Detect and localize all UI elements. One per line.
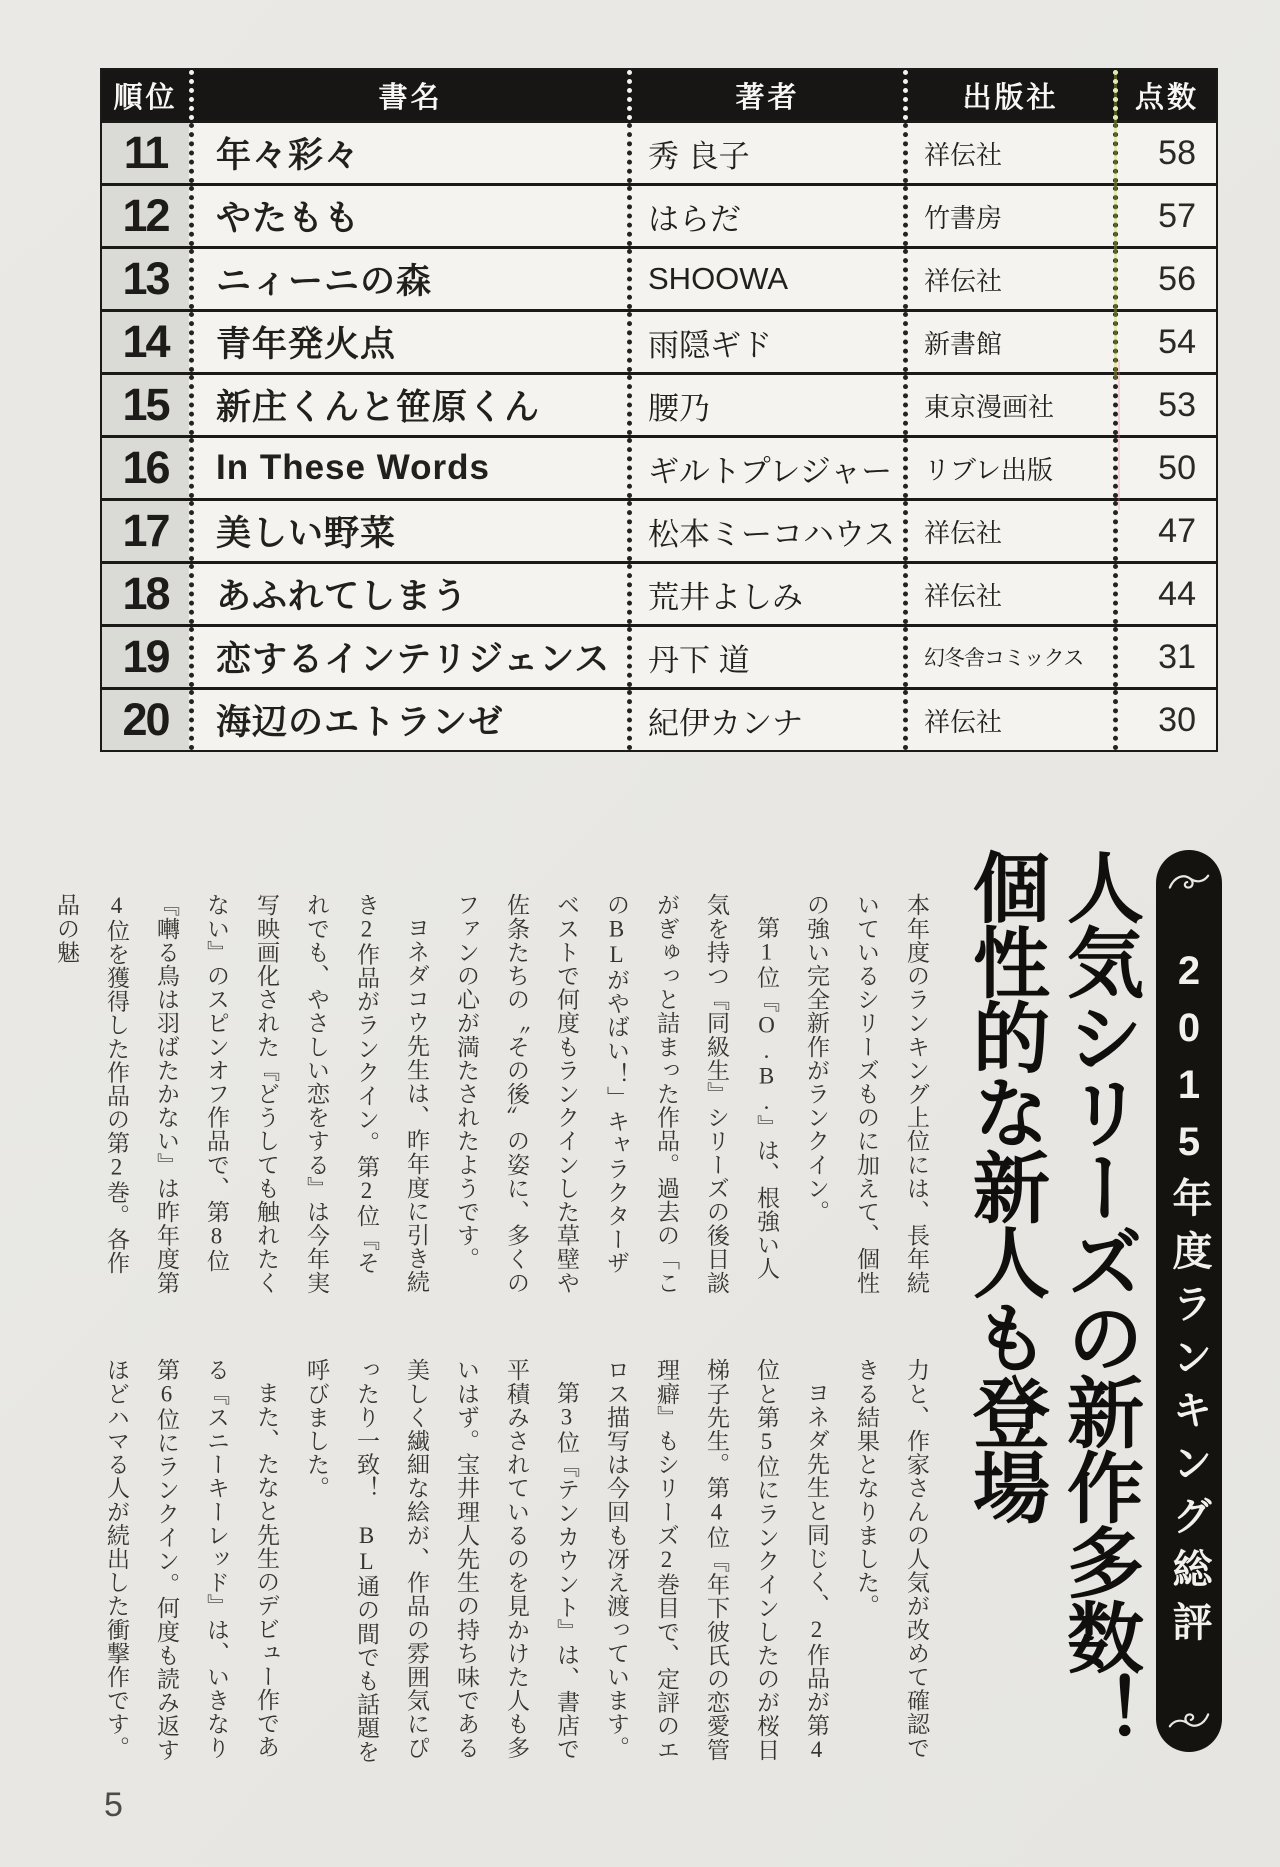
table-row xyxy=(102,498,1216,561)
rank-cell: 20 xyxy=(102,690,189,750)
headline xyxy=(958,848,1146,1776)
title-cell: 青年発火点 xyxy=(189,312,627,372)
ranking-table xyxy=(100,68,1218,752)
table-row xyxy=(102,624,1216,687)
article-paragraph: また、たなと先生のデビュー作である『スニーキーレッド』は、いきなり第6位にランクイン。何度も読み返すほどハマる人が続出した衝撃作です。 xyxy=(104,1358,279,1762)
flourish-ornament-icon xyxy=(1168,872,1210,894)
publisher-cell: 祥伝社 xyxy=(903,501,1113,561)
article-paragraph: ヨネダコウ先生は、昨年度に引き続き2作品がランクイン。第2位『それでも、やさしい恋をする』は今年実写映画化された『どうしても触れたくない』のスピンオフ作品で、第8位『囀る鳥は羽ばたかない』は昨年度第4位を獲得した作品の第2巻。各作品の魅 xyxy=(54,893,429,1295)
rank-cell: 15 xyxy=(102,375,189,435)
table-row xyxy=(102,561,1216,624)
table-row xyxy=(102,246,1216,309)
author-cell: 荒井よしみ xyxy=(627,564,903,624)
title-cell: 恋するインテリジェンス xyxy=(189,627,627,687)
points-cell: 31 xyxy=(1113,627,1216,687)
rank-cell: 11 xyxy=(102,123,189,183)
author-cell: 秀 良子 xyxy=(627,123,903,183)
author-cell: 紀伊カンナ xyxy=(627,690,903,750)
points-cell: 58 xyxy=(1113,123,1216,183)
headline-line-1: 人気シリーズの新作多数！ xyxy=(1056,848,1142,1748)
rank-cell: 19 xyxy=(102,627,189,687)
article-upper-band xyxy=(54,893,941,1296)
article-paragraph: ヨネダ先生と同じく、2作品が第4位と第5位にランクインしたのが桜日梯子先生。第4位『年下彼氏の恋愛管理癖』もシリーズ2巻目で、定評のエロス描写は今回も冴え渡っています。 xyxy=(604,1358,829,1763)
points-cell: 30 xyxy=(1113,690,1216,750)
title-cell: In These Words xyxy=(189,438,627,498)
table-header-row xyxy=(102,70,1216,120)
table-row xyxy=(102,183,1216,246)
article-lower-band xyxy=(85,1358,941,1765)
title-cell: 年々彩々 xyxy=(189,123,627,183)
table-header-cell: 点数 xyxy=(1113,70,1216,120)
article-paragraph: 第3位『テンカウント』は、書店で平積みされているのを見かけた人も多いはず。宝井理人先生の持ち味である美しく繊細な絵が、作品の雰囲気にぴったり一致！ BL通の間でも話題を呼びました。 xyxy=(304,1358,579,1764)
rank-cell: 13 xyxy=(102,249,189,309)
rank-cell: 14 xyxy=(102,312,189,372)
table-header-cell: 著者 xyxy=(627,70,903,120)
points-cell: 47 xyxy=(1113,501,1216,561)
article-paragraph: 第1位『O.B.』は、根強い人気を持つ『同級生』シリーズの後日談がぎゅっと詰まった作品。過去の「このBLがやばい！」キャラクターザベストで何度もランクインした草壁や佐条たちの〝その後〟の姿に、多くのファンの心が満たされたようです。 xyxy=(454,893,779,1295)
author-cell: ギルトプレジャー xyxy=(627,438,903,498)
side-banner-label: 2015年度ランキング総評 xyxy=(1167,948,1211,1654)
author-cell: 松本ミーコハウス xyxy=(627,501,903,561)
title-cell: ニィーニの森 xyxy=(189,249,627,309)
table-row xyxy=(102,120,1216,183)
points-cell: 44 xyxy=(1113,564,1216,624)
publisher-cell: 祥伝社 xyxy=(903,690,1113,750)
rank-cell: 18 xyxy=(102,564,189,624)
points-cell: 53 xyxy=(1113,375,1216,435)
table-row xyxy=(102,372,1216,435)
headline-line-2: 個性的な新人も登場 xyxy=(962,848,1048,1523)
publisher-cell: 竹書房 xyxy=(903,186,1113,246)
publisher-cell: 祥伝社 xyxy=(903,123,1113,183)
points-cell: 50 xyxy=(1113,438,1216,498)
author-cell: 丹下 道 xyxy=(627,627,903,687)
flourish-ornament-icon xyxy=(1168,1708,1210,1730)
publisher-cell: 幻冬舎コミックス xyxy=(903,627,1113,687)
points-cell: 56 xyxy=(1113,249,1216,309)
rank-cell: 16 xyxy=(102,438,189,498)
title-cell: あふれてしまう xyxy=(189,564,627,624)
title-cell: 新庄くんと笹原くん xyxy=(189,375,627,435)
publisher-cell: 東京漫画社 xyxy=(903,375,1113,435)
author-cell: SHOOWA xyxy=(627,249,903,309)
table-row xyxy=(102,687,1216,750)
table-header-cell: 書名 xyxy=(189,70,627,120)
author-cell: 腰乃 xyxy=(627,375,903,435)
title-cell: やたもも xyxy=(189,186,627,246)
publisher-cell: 祥伝社 xyxy=(903,249,1113,309)
article-paragraph: 本年度のランキング上位には、長年続いているシリーズものに加えて、個性の強い完全新作がランクイン。 xyxy=(804,893,929,1295)
table-header-cell: 出版社 xyxy=(903,70,1113,120)
page-number: 5 xyxy=(104,1786,124,1824)
author-cell: はらだ xyxy=(627,186,903,246)
publisher-cell: 祥伝社 xyxy=(903,564,1113,624)
points-cell: 54 xyxy=(1113,312,1216,372)
title-cell: 美しい野菜 xyxy=(189,501,627,561)
publisher-cell: 新書館 xyxy=(903,312,1113,372)
points-cell: 57 xyxy=(1113,186,1216,246)
title-cell: 海辺のエトランゼ xyxy=(189,690,627,750)
table-row xyxy=(102,309,1216,372)
publisher-cell: リブレ出版 xyxy=(903,438,1113,498)
side-banner xyxy=(1156,850,1222,1752)
author-cell: 雨隠ギド xyxy=(627,312,903,372)
table-row xyxy=(102,435,1216,498)
table-header-cell: 順位 xyxy=(113,81,178,114)
rank-cell: 12 xyxy=(102,186,189,246)
article-paragraph: 力と、作家さんの人気が改めて確認できる結果となりました。 xyxy=(854,1358,929,1760)
rank-cell: 17 xyxy=(102,501,189,561)
